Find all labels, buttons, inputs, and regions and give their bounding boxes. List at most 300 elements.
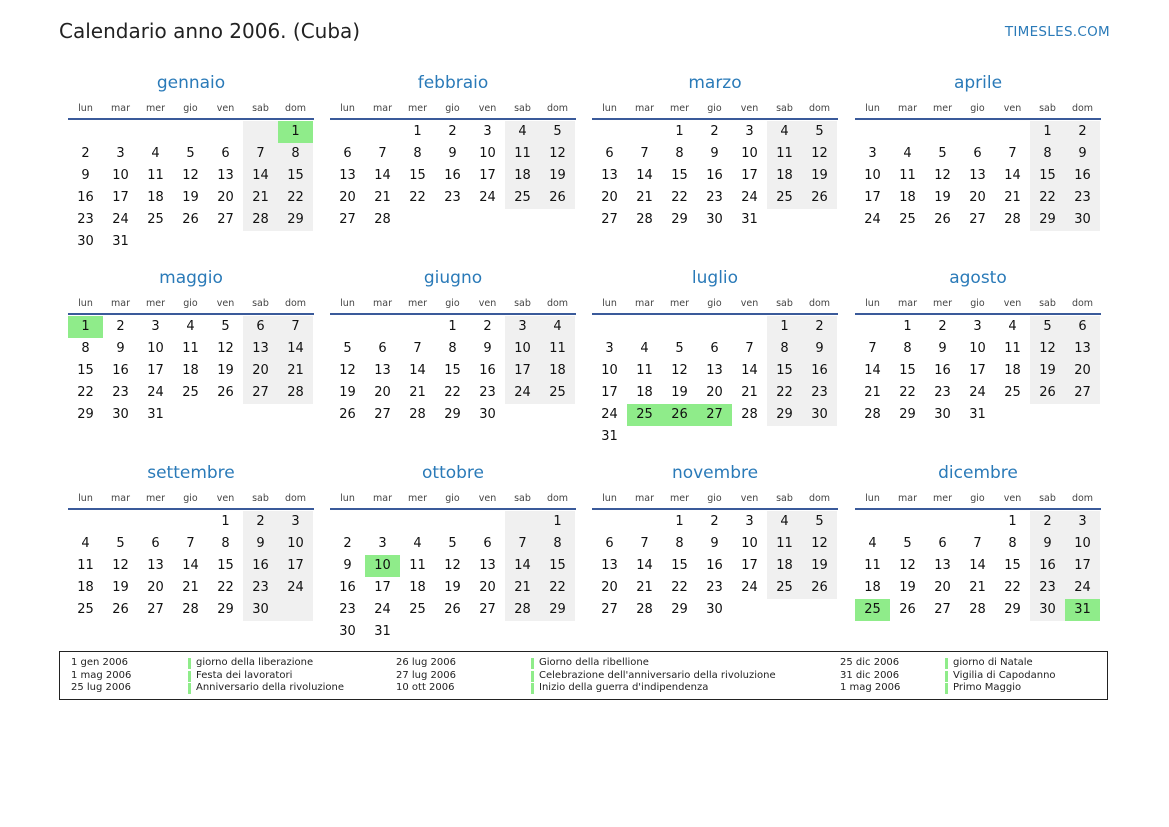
day-cell: 17 [514,363,531,378]
day-cell: 14 [409,363,426,378]
holiday-day-cell: 26 [662,404,697,426]
day-cell: 20 [706,385,723,400]
month-name: febbraio [417,73,489,93]
day-cell: 4 [518,124,527,139]
day-cell: 2 [1043,514,1052,529]
day-cell: 11 [77,558,94,573]
day-cell: 6 [1078,319,1087,334]
weekday-label: gio [183,298,198,309]
day-cell: 6 [378,341,387,356]
day-cell: 5 [938,146,947,161]
day-cell: 14 [636,168,653,183]
day-cell: 8 [903,341,912,356]
day-cell: 27 [601,212,618,227]
day-cell: 11 [147,168,164,183]
day-cell: 20 [601,190,618,205]
day-cell: 29 [549,602,566,617]
month-name: maggio [159,268,223,288]
day-cell: 10 [147,341,164,356]
day-cell: 4 [81,536,90,551]
day-cell: 4 [780,124,789,139]
day-cell: 12 [444,558,461,573]
day-cell: 19 [899,580,916,595]
day-cell: 16 [479,363,496,378]
weekday-label: lun [340,493,355,504]
day-cell: 29 [444,407,461,422]
day-cell: 22 [899,385,916,400]
day-cell: 28 [969,602,986,617]
month-name: agosto [949,268,1007,288]
day-cell: 21 [969,580,986,595]
weekday-label: dom [1071,298,1094,309]
day-cell: 11 [899,168,916,183]
day-cell: 8 [553,536,562,551]
day-cell: 3 [518,319,527,334]
weekday-label: mar [635,103,654,114]
day-cell: 1 [675,124,684,139]
day-cell: 1 [780,319,789,334]
day-cell: 18 [77,580,94,595]
day-cell: 14 [636,558,653,573]
day-cell: 23 [1074,190,1091,205]
day-cell: 5 [1043,319,1052,334]
weekday-label: dom [808,493,831,504]
day-cell: 28 [252,212,269,227]
holiday-marker [531,683,534,694]
day-cell: 28 [287,385,304,400]
holiday-marker [188,683,191,694]
month-name: settembre [147,463,235,483]
weekday-label: sab [1039,298,1056,309]
header-rule [68,508,314,510]
day-cell: 23 [444,190,461,205]
day-cell: 17 [741,558,758,573]
day-cell: 28 [1004,212,1021,227]
day-cell: 11 [776,536,793,551]
day-cell: 12 [112,558,129,573]
weekday-label: ven [478,103,497,114]
day-cell: 15 [444,363,461,378]
day-cell: 19 [1039,363,1056,378]
day-cell: 8 [448,341,457,356]
day-cell: 8 [675,146,684,161]
holiday-name: Primo Maggio [953,682,1022,693]
holiday-day-cell: 1 [278,121,313,143]
day-cell: 28 [182,602,199,617]
day-cell: 13 [147,558,164,573]
day-cell: 6 [710,341,719,356]
weekday-label: mar [111,103,130,114]
weekday-label: mer [932,103,952,114]
header-rule [592,313,838,315]
day-cell: 16 [252,558,269,573]
day-cell: 8 [1008,536,1017,551]
day-cell: 13 [252,341,269,356]
day-cell: 4 [780,514,789,529]
holiday-date: 26 lug 2006 [396,657,456,668]
holiday-name: Celebrazione dell'anniversario della rivoluzione [539,669,776,681]
day-cell: 2 [710,124,719,139]
day-cell: 31 [969,407,986,422]
holiday-name: giorno di Natale [953,657,1033,668]
day-cell: 15 [776,363,793,378]
day-cell: 21 [374,190,391,205]
day-cell: 5 [116,536,125,551]
weekday-label: mar [898,493,917,504]
weekday-label: mer [932,493,952,504]
holiday-name: Anniversario della rivoluzione [196,682,345,693]
day-cell: 11 [776,146,793,161]
day-cell: 2 [448,124,457,139]
day-cell: 11 [864,558,881,573]
site-link[interactable]: TIMESLES.COM [1004,24,1110,40]
holiday-date: 25 dic 2006 [840,657,900,668]
day-cell: 18 [549,363,566,378]
day-cell: 9 [710,536,719,551]
weekday-label: gio [183,103,198,114]
day-cell: 25 [409,602,426,617]
day-cell: 9 [938,341,947,356]
day-cell: 6 [483,536,492,551]
day-cell: 28 [409,407,426,422]
day-cell: 18 [636,385,653,400]
day-cell: 6 [221,146,230,161]
weekday-label: dom [284,493,307,504]
day-cell: 9 [81,168,90,183]
day-cell: 25 [147,212,164,227]
day-cell: 30 [112,407,129,422]
holiday-name: Giorno della ribellione [539,657,649,668]
day-cell: 25 [549,385,566,400]
weekday-label: ven [740,298,759,309]
day-cell: 30 [252,602,269,617]
weekday-label: gio [445,493,460,504]
day-cell: 10 [112,168,129,183]
day-cell: 9 [1078,146,1087,161]
day-cell: 1 [553,514,562,529]
day-cell: 23 [339,602,356,617]
day-cell: 5 [553,124,562,139]
header-rule [68,313,314,315]
day-cell: 30 [1074,212,1091,227]
day-cell: 21 [864,385,881,400]
day-cell: 12 [934,168,951,183]
day-cell: 10 [514,341,531,356]
holiday-marker [945,683,948,694]
day-cell: 24 [864,212,881,227]
day-cell: 4 [186,319,195,334]
holiday-date: 1 mag 2006 [71,669,132,681]
day-cell: 27 [252,385,269,400]
day-cell: 29 [1004,602,1021,617]
day-cell: 19 [811,558,828,573]
day-cell: 18 [1004,363,1021,378]
day-cell: 21 [514,580,531,595]
day-cell: 20 [339,190,356,205]
day-cell: 11 [549,341,566,356]
day-cell: 9 [256,536,265,551]
day-cell: 19 [811,168,828,183]
day-cell: 31 [741,212,758,227]
weekday-label: lun [602,493,617,504]
holiday-date: 31 dic 2006 [840,669,900,681]
day-cell: 9 [343,558,352,573]
day-cell: 13 [601,558,618,573]
weekday-label: dom [1071,103,1094,114]
weekday-label: ven [216,493,235,504]
day-cell: 2 [256,514,265,529]
weekday-label: ven [216,103,235,114]
day-cell: 16 [706,168,723,183]
weekday-label: ven [1003,103,1022,114]
weekday-label: mar [111,493,130,504]
day-cell: 14 [287,341,304,356]
day-cell: 10 [741,146,758,161]
day-cell: 21 [741,385,758,400]
day-cell: 16 [811,363,828,378]
day-cell: 12 [811,536,828,551]
weekday-label: lun [602,298,617,309]
day-cell: 24 [514,385,531,400]
day-cell: 14 [969,558,986,573]
day-cell: 15 [671,558,688,573]
day-cell: 29 [287,212,304,227]
weekday-label: gio [970,493,985,504]
weekday-label: sab [1039,493,1056,504]
day-cell: 1 [221,514,230,529]
day-cell: 12 [899,558,916,573]
day-cell: 26 [1039,385,1056,400]
day-cell: 9 [448,146,457,161]
day-cell: 5 [675,341,684,356]
day-cell: 17 [1074,558,1091,573]
day-cell: 1 [903,319,912,334]
day-cell: 23 [112,385,129,400]
day-cell: 7 [413,341,422,356]
weekday-label: mer [145,103,165,114]
day-cell: 16 [1074,168,1091,183]
weekday-label: sab [776,103,793,114]
day-cell: 31 [374,624,391,639]
day-cell: 7 [291,319,300,334]
weekday-label: gio [707,493,722,504]
weekday-label: mer [407,103,427,114]
day-cell: 15 [287,168,304,183]
weekday-label: dom [808,298,831,309]
day-cell: 24 [287,580,304,595]
day-cell: 15 [549,558,566,573]
weekday-label: sab [514,493,531,504]
day-cell: 1 [1043,124,1052,139]
day-cell: 19 [444,580,461,595]
day-cell: 1 [675,514,684,529]
header-rule [592,118,838,120]
weekday-label: dom [546,298,569,309]
day-cell: 20 [147,580,164,595]
header-rule [855,118,1101,120]
day-cell: 22 [549,580,566,595]
day-cell: 29 [671,212,688,227]
weekday-label: gio [707,103,722,114]
header-rule [592,508,838,510]
day-cell: 9 [710,146,719,161]
day-cell: 10 [601,363,618,378]
day-cell: 18 [409,580,426,595]
holiday-marker [531,658,534,669]
day-cell: 28 [864,407,881,422]
holiday-date: 27 lug 2006 [396,669,456,681]
day-cell: 28 [741,407,758,422]
day-cell: 19 [112,580,129,595]
day-cell: 12 [671,363,688,378]
day-cell: 24 [741,580,758,595]
day-cell: 4 [553,319,562,334]
weekday-label: mer [407,298,427,309]
day-cell: 14 [252,168,269,183]
day-cell: 2 [815,319,824,334]
day-cell: 17 [147,363,164,378]
day-cell: 18 [899,190,916,205]
day-cell: 22 [77,385,94,400]
weekday-label: sab [1039,103,1056,114]
holiday-marker [188,671,191,682]
weekday-label: ven [1003,493,1022,504]
month-name: novembre [671,463,759,483]
holiday-name: Inizio della guerra d'indipendenza [539,682,709,693]
day-cell: 30 [811,407,828,422]
day-cell: 4 [868,536,877,551]
day-cell: 17 [374,580,391,595]
day-cell: 21 [636,580,653,595]
weekday-label: ven [216,298,235,309]
day-cell: 27 [969,212,986,227]
header-rule [68,118,314,120]
day-cell: 10 [969,341,986,356]
day-cell: 15 [77,363,94,378]
holiday-name: Festa dei lavoratori [196,669,293,681]
day-cell: 29 [776,407,793,422]
day-cell: 12 [217,341,234,356]
weekday-label: gio [445,298,460,309]
weekday-label: gio [970,298,985,309]
day-cell: 10 [287,536,304,551]
day-cell: 5 [903,536,912,551]
day-cell: 25 [899,212,916,227]
day-cell: 16 [706,558,723,573]
day-cell: 15 [899,363,916,378]
holiday-legend [59,651,1108,700]
day-cell: 14 [514,558,531,573]
day-cell: 16 [1039,558,1056,573]
day-cell: 14 [374,168,391,183]
day-cell: 20 [601,580,618,595]
holiday-marker [188,658,191,669]
day-cell: 22 [217,580,234,595]
day-cell: 22 [776,385,793,400]
weekday-label: dom [284,298,307,309]
day-cell: 5 [343,341,352,356]
day-cell: 16 [112,363,129,378]
day-cell: 17 [741,168,758,183]
day-cell: 18 [864,580,881,595]
day-cell: 17 [112,190,129,205]
day-cell: 27 [147,602,164,617]
day-cell: 21 [182,580,199,595]
day-cell: 23 [934,385,951,400]
day-cell: 13 [339,168,356,183]
day-cell: 7 [1008,146,1017,161]
day-cell: 8 [780,341,789,356]
month-name: marzo [688,73,742,93]
day-cell: 3 [483,124,492,139]
day-cell: 14 [182,558,199,573]
day-cell: 5 [221,319,230,334]
day-cell: 31 [147,407,164,422]
weekday-label: dom [546,493,569,504]
day-cell: 7 [256,146,265,161]
holiday-marker [531,671,534,682]
weekday-label: ven [478,298,497,309]
day-cell: 18 [776,558,793,573]
day-cell: 29 [217,602,234,617]
day-cell: 23 [479,385,496,400]
day-cell: 6 [973,146,982,161]
day-cell: 24 [479,190,496,205]
day-cell: 27 [1074,385,1091,400]
day-cell: 3 [745,514,754,529]
day-cell: 23 [1039,580,1056,595]
day-cell: 3 [868,146,877,161]
day-cell: 13 [706,363,723,378]
day-cell: 24 [374,602,391,617]
day-cell: 8 [1043,146,1052,161]
day-cell: 6 [151,536,160,551]
day-cell: 18 [776,168,793,183]
weekday-label: dom [546,103,569,114]
weekday-label: sab [776,298,793,309]
day-cell: 2 [710,514,719,529]
holiday-day-cell: 25 [855,599,890,621]
holiday-marker [945,658,948,669]
day-cell: 17 [969,363,986,378]
weekday-label: mer [669,298,689,309]
day-cell: 18 [147,190,164,205]
day-cell: 7 [378,146,387,161]
day-cell: 4 [151,146,160,161]
weekday-label: gio [445,103,460,114]
day-cell: 7 [186,536,195,551]
day-cell: 5 [815,514,824,529]
day-cell: 12 [1039,341,1056,356]
day-cell: 13 [479,558,496,573]
day-cell: 20 [252,363,269,378]
day-cell: 11 [182,341,199,356]
day-cell: 2 [116,319,125,334]
day-cell: 4 [903,146,912,161]
month-name: ottobre [422,463,484,483]
weekday-label: mer [407,493,427,504]
day-cell: 18 [182,363,199,378]
day-cell: 10 [864,168,881,183]
weekday-label: mer [145,493,165,504]
day-cell: 30 [339,624,356,639]
day-cell: 24 [969,385,986,400]
day-cell: 7 [518,536,527,551]
day-cell: 25 [776,190,793,205]
weekday-label: ven [478,493,497,504]
day-cell: 12 [339,363,356,378]
weekday-label: mar [373,298,392,309]
